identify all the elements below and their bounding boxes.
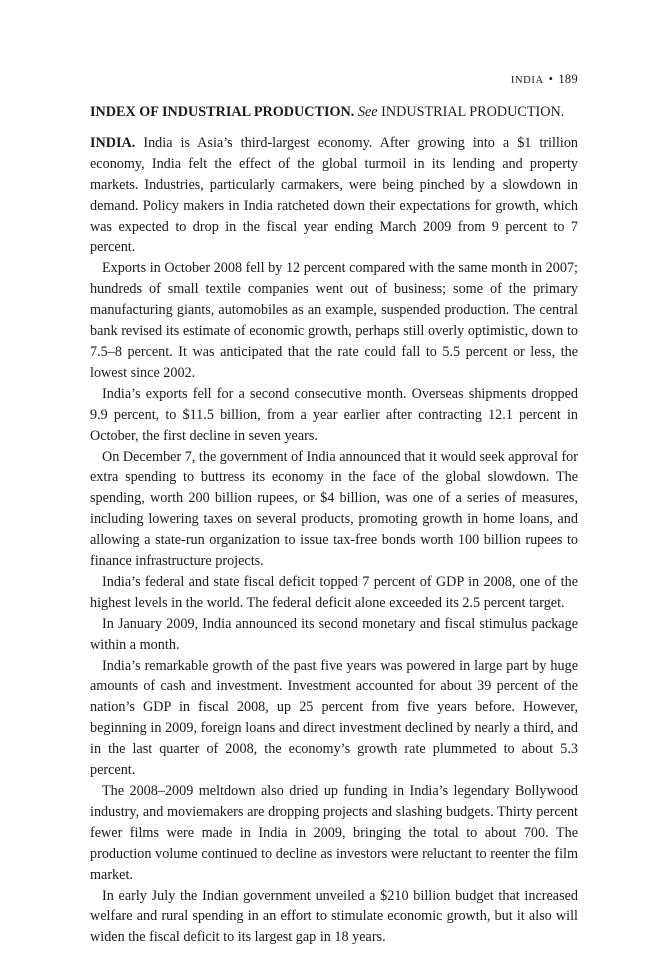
running-head-section: INDIA xyxy=(510,75,544,86)
entry-headword: INDIA. xyxy=(90,134,136,151)
entry-index-of-industrial-production xyxy=(90,102,578,123)
running-head xyxy=(511,72,578,87)
entry-paragraph: India’s exports fell for a second consecutive month. Overseas shipments dropped 9.9 percent, to $11.5 billion, from a year earlier after contracting 12.1 percent in October, the first decline in seven years. xyxy=(90,385,578,444)
entry-paragraph: India’s remarkable growth of the past five years was powered in large part by huge amounts of cash and investment. Investment accounted for about 39 percent of the nation’s GDP in fiscal 2008, up 25 percent from five years before. However, beginning in 2009, foreign loans and direct investment declined by nearly a third, and in the last quarter of 2008, the economy’s growth rate plummeted to about 5.3 percent. xyxy=(90,657,578,779)
entry-paragraph: India’s federal and state fiscal deficit topped 7 percent of GDP in 2008, one of the highest levels in the world. The federal deficit alone exceeded its 2.5 percent target. xyxy=(90,573,578,611)
entry-paragraph: Exports in October 2008 fell by 12 percent compared with the same month in 2007; hundreds of small textile companies went out of business; some of the primary manufacturing giants, automobiles as an example, suspended production. The central bank revised its estimate of economic growth, perhaps still overly optimistic, down to 7.5–8 percent. It was anticipated that the rate could fall to 5.5 percent or less, the lowest since 2002. xyxy=(90,260,578,381)
cross-reference-label: See xyxy=(357,104,378,120)
entry-paragraph xyxy=(90,133,578,258)
entry-paragraph: In early July the Indian government unveiled a $210 billion budget that increased welfare and rural spending in an effort to stimulate economic growth, but it also will widen the fiscal deficit to its largest gap in 18 years. xyxy=(90,887,578,946)
cross-reference-target: INDUSTRIAL PRODUCTION. xyxy=(381,104,565,120)
page-body xyxy=(90,102,578,948)
running-head-separator: • xyxy=(548,72,554,86)
entry-paragraph: On December 7, the government of India announced that it would seek approval for extra spending to buttress its economy in the face of the global slowdown. The spending, worth 200 billion rupees, or $4 billion, was one of a series of measures, including lowering taxes on several products, promoting growth in home loans, and allowing a state-run organization to issue tax-free bonds worth 100 billion rupees to finance infrastructure projects. xyxy=(90,448,578,570)
entry-paragraph: The 2008–2009 meltdown also dried up funding in India’s legendary Bollywood industry, and moviemakers are dropping projects and slashing budgets. Thirty percent fewer films were made in India in 2009, bringing the total to about 700. The production volume continued to decline as investors were reluctant to reenter the film market. xyxy=(90,783,578,883)
entry-headword: INDEX OF INDUSTRIAL PRODUCTION. xyxy=(90,104,355,120)
entry-paragraph: In January 2009, India announced its second monetary and fiscal stimulus package within a month. xyxy=(90,615,578,653)
paragraph-text: India is Asia’s third-largest economy. After growing into a $1 trillion economy, India felt the effect of the global turmoil in its lending and property markets. Industries, particularly carmakers, were being pinched by a slowdown in demand. Policy makers in India ratcheted down their expectations for growth, which was expected to drop in the fiscal year ending March 2009 from 9 percent to 7 percent. xyxy=(90,134,579,256)
entry-india xyxy=(90,133,578,948)
page-number: 189 xyxy=(558,72,578,86)
